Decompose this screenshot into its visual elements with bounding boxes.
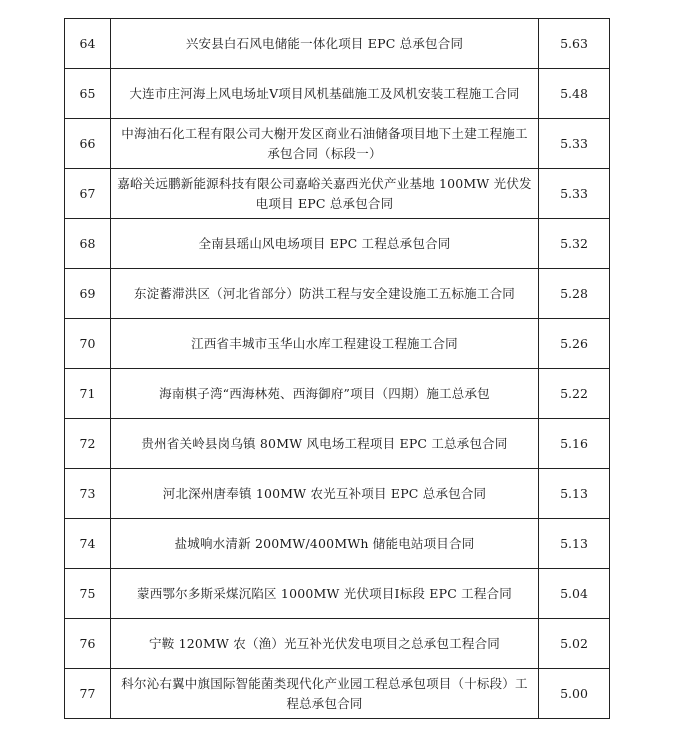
contract-amount: 5.33 [539, 119, 610, 169]
contract-name: 河北深州唐奉镇 100MW 农光互补项目 EPC 总承包合同 [111, 469, 539, 519]
contract-name: 江西省丰城市玉华山水库工程建设工程施工合同 [111, 319, 539, 369]
contract-amount: 5.00 [539, 669, 610, 719]
contract-amount: 5.13 [539, 519, 610, 569]
row-number: 77 [65, 669, 111, 719]
row-number: 75 [65, 569, 111, 619]
row-number: 72 [65, 419, 111, 469]
row-number: 66 [65, 119, 111, 169]
row-number: 64 [65, 19, 111, 69]
row-number: 76 [65, 619, 111, 669]
row-number: 68 [65, 219, 111, 269]
table-row [65, 169, 610, 219]
table-row [65, 519, 610, 569]
contract-amount: 5.22 [539, 369, 610, 419]
contract-table-page [64, 18, 609, 719]
contract-name: 贵州省关岭县岗乌镇 80MW 风电场工程项目 EPC 工总承包合同 [111, 419, 539, 469]
contract-amount: 5.63 [539, 19, 610, 69]
table-row [65, 219, 610, 269]
contract-name: 全南县瑶山风电场项目 EPC 工程总承包合同 [111, 219, 539, 269]
contract-name: 兴安县白石风电储能一体化项目 EPC 总承包合同 [111, 19, 539, 69]
table-row [65, 69, 610, 119]
table-row [65, 619, 610, 669]
contract-name: 嘉峪关远鹏新能源科技有限公司嘉峪关嘉西光伏产业基地 100MW 光伏发电项目 EPC 总承包合同 [111, 169, 539, 219]
contract-amount: 5.16 [539, 419, 610, 469]
table-row [65, 19, 610, 69]
row-number: 69 [65, 269, 111, 319]
table-row [65, 669, 610, 719]
table-row [65, 419, 610, 469]
contract-name: 蒙西鄂尔多斯采煤沉陷区 1000MW 光伏项目Ⅰ标段 EPC 工程合同 [111, 569, 539, 619]
table-row [65, 319, 610, 369]
table-row [65, 269, 610, 319]
contract-name: 大连市庄河海上风电场址Ⅴ项目风机基础施工及风机安装工程施工合同 [111, 69, 539, 119]
row-number: 71 [65, 369, 111, 419]
table-row [65, 569, 610, 619]
row-number: 65 [65, 69, 111, 119]
contract-amount: 5.28 [539, 269, 610, 319]
row-number: 73 [65, 469, 111, 519]
table-row [65, 119, 610, 169]
contract-name: 中海油石化工程有限公司大榭开发区商业石油储备项目地下土建工程施工承包合同（标段一） [111, 119, 539, 169]
contract-name: 东淀蓄滞洪区（河北省部分）防洪工程与安全建设施工五标施工合同 [111, 269, 539, 319]
contract-amount: 5.02 [539, 619, 610, 669]
row-number: 67 [65, 169, 111, 219]
contract-table [64, 18, 610, 719]
row-number: 70 [65, 319, 111, 369]
contract-name: 海南棋子湾“西海林苑、西海御府”项目（四期）施工总承包 [111, 369, 539, 419]
contract-amount: 5.32 [539, 219, 610, 269]
row-number: 74 [65, 519, 111, 569]
contract-amount: 5.26 [539, 319, 610, 369]
contract-amount: 5.04 [539, 569, 610, 619]
contract-amount: 5.33 [539, 169, 610, 219]
table-row [65, 369, 610, 419]
contract-name: 宁鞍 120MW 农（渔）光互补光伏发电项目之总承包工程合同 [111, 619, 539, 669]
table-row [65, 469, 610, 519]
contract-amount: 5.48 [539, 69, 610, 119]
contract-name: 科尔沁右翼中旗国际智能菌类现代化产业园工程总承包项目（十标段）工程总承包合同 [111, 669, 539, 719]
contract-amount: 5.13 [539, 469, 610, 519]
contract-name: 盐城响水清新 200MW/400MWh 储能电站项目合同 [111, 519, 539, 569]
